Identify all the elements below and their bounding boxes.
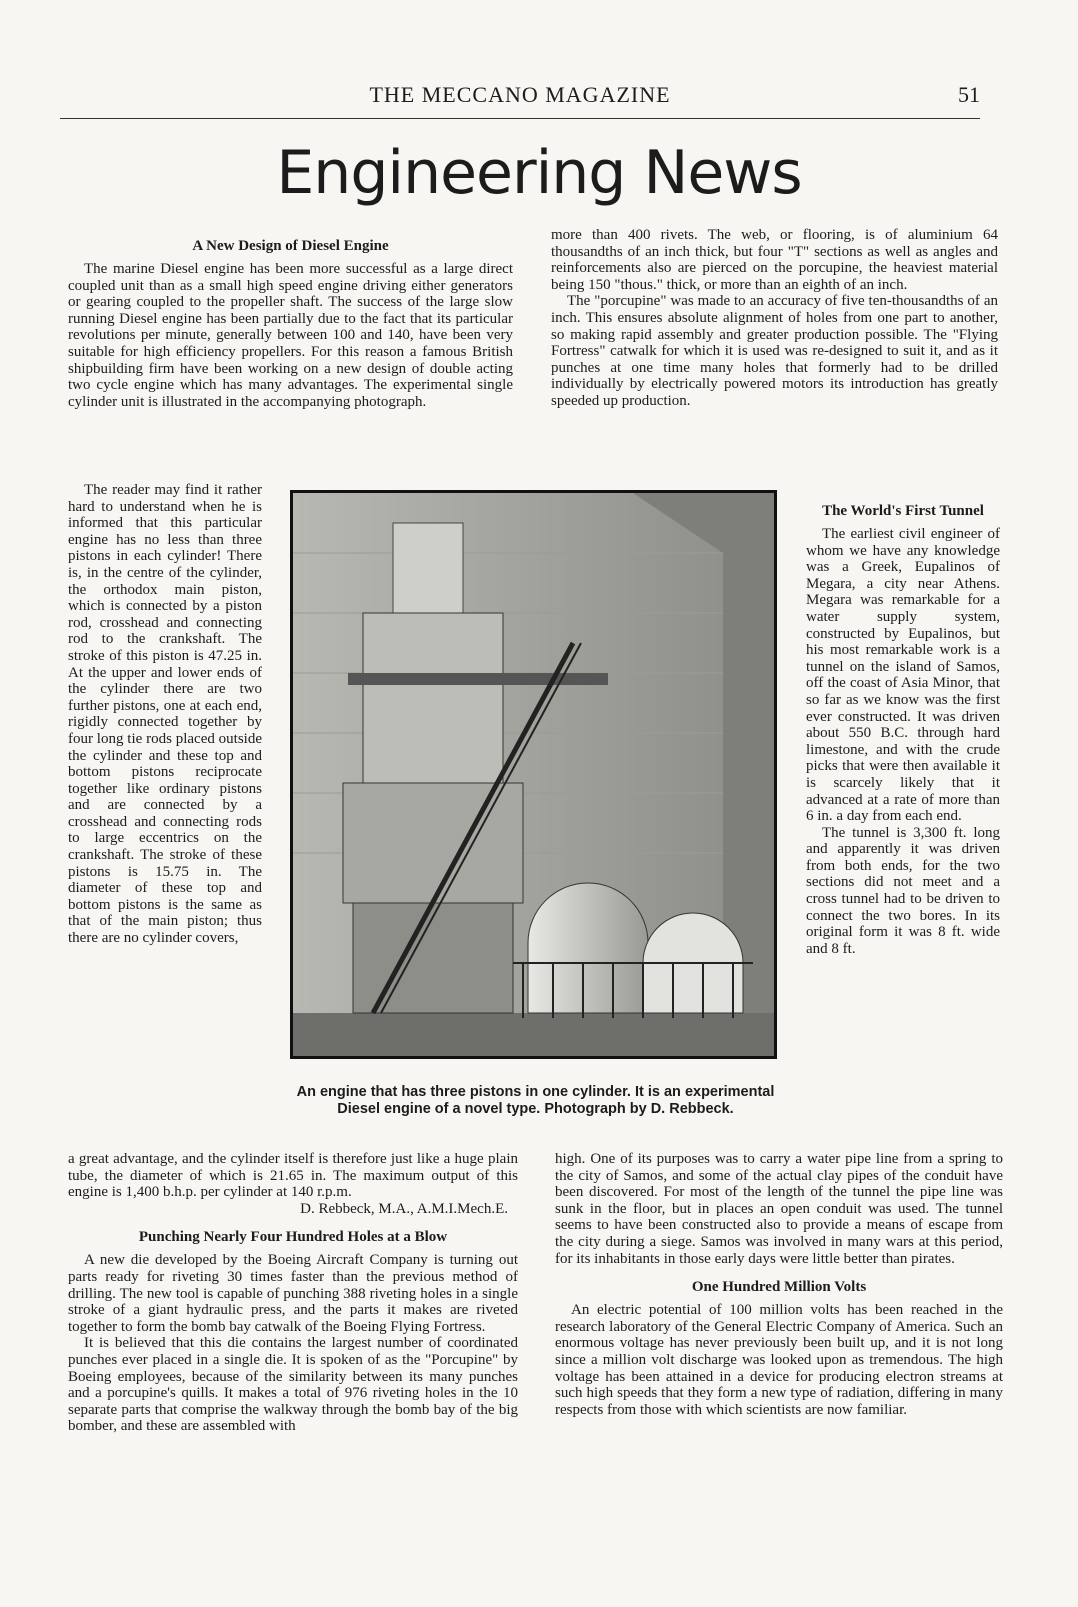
- punching-heading: Punching Nearly Four Hundred Holes at a Blow: [138, 1229, 448, 1246]
- tunnel-heading: The World's First Tunnel: [822, 503, 984, 519]
- diesel-paragraph-2: The reader may find it rather hard to understand when he is informed that this particular engine has no less than three pistons in each cylinder! There is, in the centre of the cylinder, the orthodox main piston, which is connected by a piston rod, crosshead and connecting rod to the crankshaft. The stroke of this piston is 47.25 in. At the upper and lower ends of the cylinder there are two further pistons, one at each end, rigidly connected together by four long tie rods placed outside the cylinder and these top and bottom pistons reciprocate together like ordinary pistons and are connected by a crosshead and connecting rods to large eccentrics on the crankshaft. The stroke of these pistons is 15.75 in. The diameter of these top and bottom pistons is the same as that of the main piston; thus there are no cylinder covers,: [68, 482, 262, 947]
- tunnel-paragraph-2-cont: high. One of its purposes was to carry a water pipe line from a spring to the city of Samos, and some of the actual clay pipes of the conduit have been discovered. For most of the length of the tunnel the pipe line was sunk in the floor, but in places an open conduit was used. The tunnel seems to have been constructed also to provide a means of escape from the city during a siege. Samos was involved in many wars at this period, for its inhabitants in those early days were little better than pirates.: [555, 1151, 1003, 1267]
- diesel-article: [68, 238, 513, 410]
- page-header: [60, 78, 980, 119]
- page-title: Engineering News: [276, 138, 802, 208]
- page-number: 51: [958, 82, 980, 107]
- magazine-name: THE MECCANO MAGAZINE: [369, 82, 671, 107]
- punching-paragraph-4: The "porcupine" was made to an accuracy of five ten-thousandths of an inch. This ensures absolute alignment of holes from one part to another, so making rapid assembly and greater production possible. The "Flying Fortress" catwalk for which it is used was re-designed to suit it, and as it punches at one time many holes that formerly had to be drilled individually by electrically powered motors its introduction has greatly speeded up production.: [551, 293, 998, 409]
- engine-photograph: [290, 490, 777, 1059]
- photo-caption: An engine that has three pistons in one cylinder. It is an experimental Diesel engine of a novel type. Photograph by D. Rebbeck.: [296, 1084, 775, 1117]
- tunnel-article: [806, 503, 1000, 957]
- diesel-narrow-column: [68, 482, 262, 947]
- diesel-paragraph-1: The marine Diesel engine has been more successful as a large direct coupled unit than as a small high speed engine driving either generators or gearing coupled to the propeller shaft. The success of the large slow running Diesel engine has been partially due to the fact that its particular revolutions per minute, generally between 100 and 140, have been very suitable for high efficiency propellers. For this reason a famous British shipbuilding firm have been working on a new design of double acting two cycle engine which has many advantages. The experimental single cylinder unit is illustrated in the accompanying photograph.: [68, 261, 513, 410]
- diesel-continued: [68, 1151, 518, 1435]
- author-signature: D. Rebbeck, M.A., A.M.I.Mech.E.: [300, 1200, 508, 1217]
- volts-heading: One Hundred Million Volts: [691, 1279, 867, 1296]
- punching-paragraph-3: more than 400 rivets. The web, or flooring, is of aluminium 64 thousandths of an inch thick, but four "T" sections as well as angles and reinforcements also are pierced on the porcupine, the heaviest material being 150 "thous." thick, or more than an eighth of an inch.: [551, 227, 998, 293]
- engine-illustration: [293, 493, 774, 1056]
- diesel-heading: A New Design of Diesel Engine: [192, 238, 389, 254]
- punching-paragraph-1: A new die developed by the Boeing Aircraft Company is turning out parts ready for riveting 30 times faster than the previous method of drilling. The new tool is capable of punching 388 riveting holes in a single stroke of a giant hydraulic press, and the parts it makes are riveted together to form the bomb bay catwalk of the Boeing Flying Fortress.: [68, 1252, 518, 1335]
- diesel-paragraph-2-cont: a great advantage, and the cylinder itself is therefore just like a huge plain tube, the diameter of which is 21.65 in. The maximum output of this engine is 1,400 b.h.p. per cylinder at 140 r.p.m.: [68, 1151, 518, 1201]
- tunnel-paragraph-1: The earliest civil engineer of whom we have any knowledge was a Greek, Eupalinos of Megara, a city near Athens. Megara was remarkable for a water supply system, constructed by Eupalinos, but his most remarkable work is a tunnel on the island of Samos, off the coast of Asia Minor, that so far as we know was the first ever constructed. It was driven about 550 B.C. through hard limestone, and with the crude picks that were then available it is scarcely likely that it advanced at a rate of more than 6 in. a day from each end.: [806, 526, 1000, 825]
- tunnel-paragraph-2: The tunnel is 3,300 ft. long and apparently it was driven from both ends, for the two sections did not meet and a cross tunnel had to be driven to connect the two bores. In its original form it was 8 ft. wide and 8 ft.: [806, 824, 1000, 957]
- punching-continued: [551, 227, 998, 410]
- tunnel-continued: [555, 1151, 1003, 1418]
- punching-paragraph-2: It is believed that this die contains the largest number of coordinated punches ever placed in a single die. It is spoken of as the "Porcupine" by Boeing employees, because of the similarity between its many punches and a porcupine's quills. It makes a total of 976 riveting holes in the 10 separate parts that comprise the walkway through the bomb bay of the big bomber, and these are assembled with: [68, 1335, 518, 1435]
- volts-paragraph-1: An electric potential of 100 million volts has been reached in the research laboratory of the General Electric Company of America. Such an enormous voltage has never previously been built up, and it is not long since a million volt discharge was looked upon as tremendous. The high voltage has been attained in a device for producing electron streams at such high speeds that they form a new type of radiation, differing in many respects from those with which scientists are now familiar.: [555, 1302, 1003, 1418]
